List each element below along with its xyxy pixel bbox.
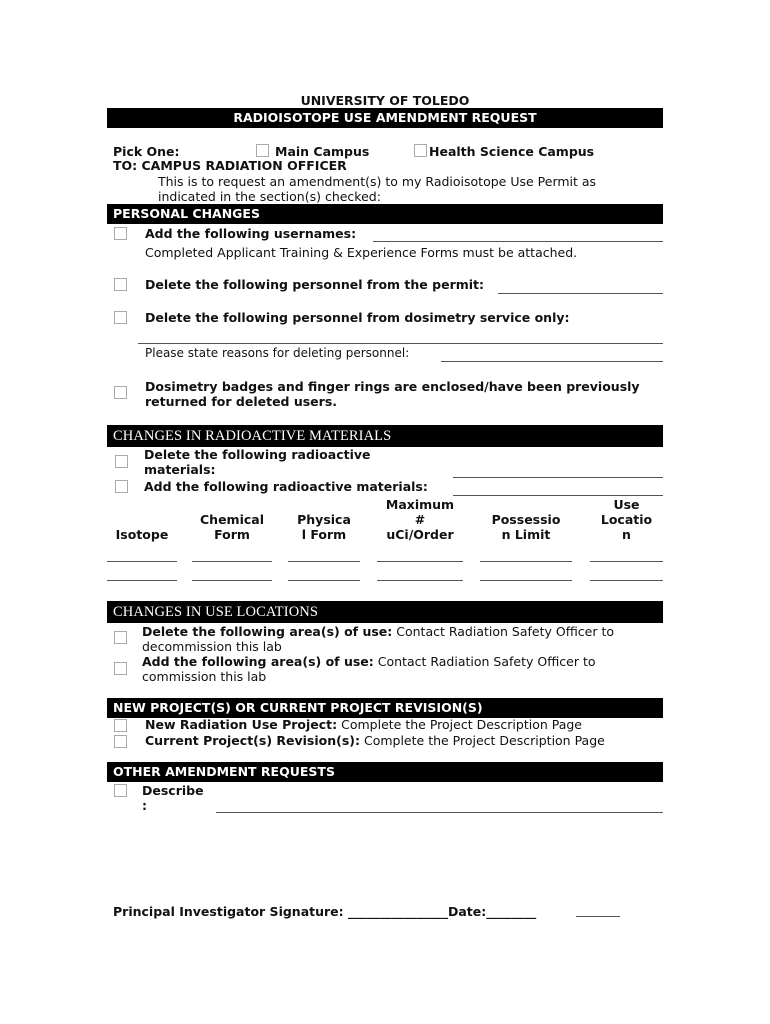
health-campus-label: Health Science Campus xyxy=(429,144,595,159)
date-label[interactable]: Date:________ xyxy=(448,904,537,919)
badges-text-1: Dosimetry badges and finger rings are enclosed/have been previously xyxy=(145,379,640,394)
delete-materials-field[interactable] xyxy=(453,477,663,478)
main-campus-label: Main Campus xyxy=(275,144,370,159)
table-row-1-physical[interactable] xyxy=(288,561,360,562)
table-row-1-chemical[interactable] xyxy=(192,561,272,562)
university-name: UNIVERSITY OF TOLEDO xyxy=(300,93,470,108)
delete-area-text-1 xyxy=(142,624,614,639)
delete-dosimetry-checkbox[interactable] xyxy=(114,311,127,324)
delete-materials-text-2: materials: xyxy=(144,462,216,477)
add-materials-field[interactable] xyxy=(453,495,663,496)
project-revision-text xyxy=(145,733,605,748)
request-text-2: indicated in the section(s) checked: xyxy=(158,189,381,204)
signature-label[interactable]: Principal Investigator Signature: ________________ xyxy=(113,904,448,919)
describe-field[interactable] xyxy=(216,812,663,813)
table-row-1-isotope[interactable] xyxy=(107,561,177,562)
new-project-label: New Radiation Use Project: xyxy=(145,717,338,732)
add-usernames-field[interactable] xyxy=(373,241,663,242)
pick-one-label: Pick One: xyxy=(113,144,180,159)
training-note: Completed Applicant Training & Experience Forms must be attached. xyxy=(145,245,578,260)
delete-area-text-2: decommission this lab xyxy=(142,639,282,654)
table-row-2-chemical[interactable] xyxy=(192,580,272,581)
table-row-2-location[interactable] xyxy=(590,580,663,581)
delete-dosimetry-label: Delete the following personnel from dosimetry service only: xyxy=(145,310,570,325)
section-projects: NEW PROJECT(S) OR CURRENT PROJECT REVISION(S) xyxy=(107,698,663,718)
form-title: RADIOISOTOPE USE AMENDMENT REQUEST xyxy=(107,108,663,128)
badges-checkbox[interactable] xyxy=(114,386,127,399)
section-other-requests: OTHER AMENDMENT REQUESTS xyxy=(107,762,663,782)
section-radioactive-materials: CHANGES IN RADIOACTIVE MATERIALS xyxy=(107,425,663,447)
other-request-checkbox[interactable] xyxy=(114,784,127,797)
col-possession-limit: Possessio n Limit xyxy=(491,512,561,542)
col-max-uci: Maximum # uCi/Order xyxy=(385,497,455,542)
describe-label: Describe xyxy=(142,783,204,798)
new-project-note: Complete the Project Description Page xyxy=(337,717,582,732)
table-row-1-location[interactable] xyxy=(590,561,663,562)
delete-materials-text-1: Delete the following radioactive xyxy=(144,447,371,462)
to-line: TO: CAMPUS RADIATION OFFICER xyxy=(113,158,347,173)
section-use-locations: CHANGES IN USE LOCATIONS xyxy=(107,601,663,623)
delete-area-checkbox[interactable] xyxy=(114,631,127,644)
new-project-text xyxy=(145,717,582,732)
project-revision-note: Complete the Project Description Page xyxy=(360,733,605,748)
health-campus-checkbox[interactable] xyxy=(414,144,427,157)
col-physical-form: Physica l Form xyxy=(297,512,351,542)
add-area-text-1 xyxy=(142,654,596,669)
delete-permit-field[interactable] xyxy=(498,293,663,294)
badges-text-2: returned for deleted users. xyxy=(145,394,338,409)
delete-dosimetry-field[interactable] xyxy=(138,343,663,344)
signature-line xyxy=(113,904,536,919)
delete-permit-checkbox[interactable] xyxy=(114,278,127,291)
add-area-note: Contact Radiation Safety Officer to xyxy=(373,654,596,669)
delete-area-label: Delete the following area(s) of use: xyxy=(142,624,393,639)
project-revision-label: Current Project(s) Revision(s): xyxy=(145,733,360,748)
reasons-field[interactable] xyxy=(441,361,663,362)
table-row-2-isotope[interactable] xyxy=(107,580,177,581)
table-row-2-max[interactable] xyxy=(377,580,463,581)
add-usernames-checkbox[interactable] xyxy=(114,227,127,240)
describe-colon: : xyxy=(142,798,147,813)
table-row-1-possession[interactable] xyxy=(480,561,572,562)
add-area-checkbox[interactable] xyxy=(114,662,127,675)
main-campus-checkbox[interactable] xyxy=(256,144,269,157)
table-row-2-possession[interactable] xyxy=(480,580,572,581)
request-text-1: This is to request an amendment(s) to my Radioisotope Use Permit as xyxy=(158,174,597,189)
project-revision-checkbox[interactable] xyxy=(114,735,127,748)
table-row-2-physical[interactable] xyxy=(288,580,360,581)
add-usernames-label: Add the following usernames: xyxy=(145,226,357,241)
section-personal-changes: PERSONAL CHANGES xyxy=(107,204,663,224)
col-chemical-form: Chemical Form xyxy=(200,512,264,542)
add-area-text-2: commission this lab xyxy=(142,669,267,684)
add-area-label: Add the following area(s) of use: xyxy=(142,654,374,669)
delete-materials-checkbox[interactable] xyxy=(115,455,128,468)
add-materials-label: Add the following radioactive materials: xyxy=(144,479,428,494)
delete-permit-label: Delete the following personnel from the permit: xyxy=(145,277,485,292)
date-field-tail[interactable] xyxy=(576,916,620,917)
col-isotope: Isotope xyxy=(115,527,169,542)
delete-area-note: Contact Radiation Safety Officer to xyxy=(392,624,615,639)
new-project-checkbox[interactable] xyxy=(114,719,127,732)
col-use-location: Use Locatio n xyxy=(600,497,653,542)
reasons-label: Please state reasons for deleting personnel: xyxy=(145,346,410,360)
table-row-1-max[interactable] xyxy=(377,561,463,562)
add-materials-checkbox[interactable] xyxy=(115,480,128,493)
